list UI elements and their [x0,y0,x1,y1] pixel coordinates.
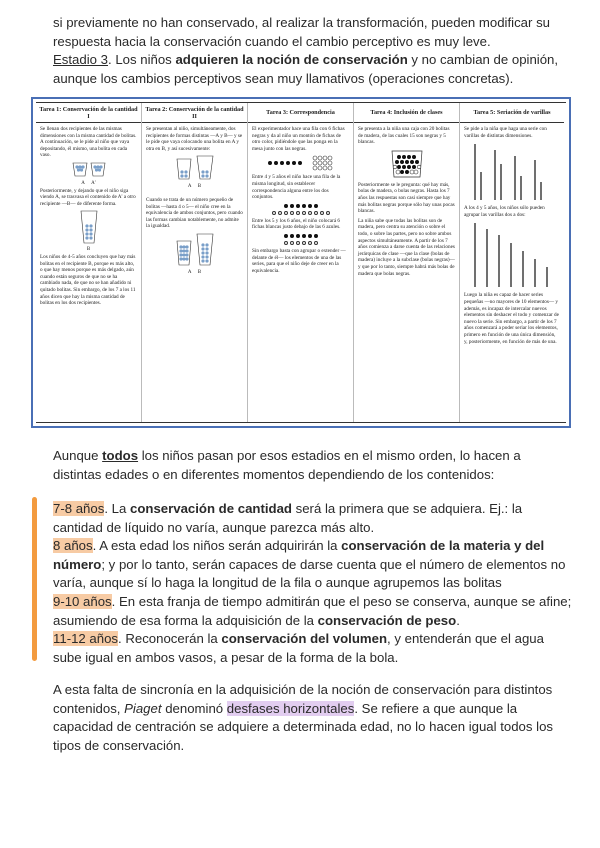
middle-paragraph [53,447,573,484]
tokens-row-white-2 [252,241,349,245]
tall-glass-b-figure [40,210,137,244]
age-bold: conservación de cantidad [130,501,292,516]
label-a-2: A [187,184,192,190]
task-4-result: La niña sabe que todas las bolitas son de madera, pero centra su atención o sobre el todo, o sobre las partes, pero no sobre ambos aspectos simultáneamente. A partir de los 7 años comienza a darse cuenta de las relaciones jerárquicas de clase —que la clase (bolas de madera) incluye a la subclase (bolas negras)— y que por lo tanto, siempre habrá más bolas de madera que bolas negras. [358,217,455,277]
column-task-2 [142,103,248,422]
glasses-a-b-full-figure [146,233,243,267]
age-item-11-12 [53,630,573,667]
top-line-4: aunque los cambios perceptivos sean muy llamativos (operaciones concretas). [53,70,514,86]
label-a: A [81,180,85,186]
glasses-a-b-figure [146,155,243,181]
todos-word: todos [102,448,139,463]
age-text-post: , y entenderán que el agua sube igual en ambos vasos, a pesar de la forma de la bola. [53,631,544,665]
header-task-3: Tarea 3: Correspondencia [248,103,353,123]
highlight-sidebar [32,497,37,661]
column-task-3 [248,103,354,422]
age-bold: conservación de peso [317,612,457,628]
task-5-age-4-5: A los 4 y 5 años, los niños sólo pueden agrupar las varillas dos a dos: [464,205,545,218]
age-text-post: ; y por lo tanto, serán capaces de darse cuenta que el número de elementos no varía, aunque sí lo haga la longitud de la fila o aunque agrupemos las bolitas [53,556,566,591]
age-text: . La [104,501,130,516]
age-text: . A esta edad los niños serán adquirirán la [92,538,342,554]
task-4-desc: Se presenta a la niña una caja con 20 bolitas de madera, de las cuales 15 son negras y 5 blancas. [358,126,450,146]
age-label: 7-8 años [53,501,105,516]
task-5-result: Luego la niña es capaz de hacer series pequeñas —no mayores de 10 elementos— y además, es incapaz de intercalar nuevos elementos sin deshacer el todo y comenzar de nuevo la serie. Sin embargo, a partir de los 7 años comenzará a poder seriar los elementos, primero en función de una única dimensión, y, posteriormente, en función de más de una. [464,292,559,345]
column-task-4 [354,103,460,422]
bottom-text-b: denominó [161,700,227,716]
mid-text-b: los niños pasan por esos estadios en el mismo orden, lo hacen a [138,448,521,463]
age-label: 8 años [53,538,93,554]
task-1-desc: Se llenan dos recipientes de las mismas dimensiones con la misma cantidad de bolitas. A continuación, se le pide al niño que vaya depositando, él mismo, una bolita en cada vaso. [40,126,137,159]
age-item-9-10 [53,593,573,630]
age-bold: conservación del volumen [221,631,388,647]
task-3-age-4-5: Entre 4 y 5 años el niño hace una fila de la misma longitud, sin establecer correspondencia alguna entre los dos conjuntos. [252,174,341,201]
box-of-beads-figure [358,149,455,179]
table-grid [36,102,566,423]
header-task-2: Tarea 2: Conservación de la cantidad II [142,103,247,123]
tokens-row-black [252,204,349,208]
header-task-5: Tarea 5: Seriación de varillas [460,103,564,123]
task-3-desc: El experimentador hace una fila con 6 fichas negras y da al niño un montón de fichas de otro color, pidiéndole que las ponga en la mesa junto con las negras. [252,126,345,152]
stage-text-a: . Los niños [108,52,176,68]
task-2-desc: Se presentan al niño, simultáneamente, dos recipientes de formas distintas —A y B— y se le pide que vaya colocando una bolita en A y otra en B, y así sucesivamente: [146,126,243,152]
column-task-5 [460,103,564,422]
tokens-row-black-2 [252,234,349,238]
task-3-result: Sin embargo basta con agrupar o extender —delante de él— los elementos de una de las series, para que el niño deje de creer en la equivalencia. [252,247,346,274]
label-b-2: B [197,184,202,190]
column-task-1 [36,103,142,422]
rods-figure-1 [464,142,560,202]
task-1-result: Los niños de 4-5 años concluyen que hay más bolitas en el recipiente B, porque es más alto, o que hay menos porque es más delgado, aún cuando están seguros de que no se ha cambiado nada, de que no se han añadido ni quitado bolitas. Sin embargo, de los 7 a los 11 años dicen que hay la misma cantidad de bolitas en los dos recipientes. [40,253,136,307]
stage-3-bold: adquieren la noción de conservación [175,52,408,68]
header-task-4: Tarea 4: Inclusión de clases [354,103,459,123]
age-label: 9-10 años [53,593,112,609]
task-2-result: Cuando se trata de un número pequeño de bolitas —hasta 4 o 5— el niño cree en la equivalencia de ambos conjuntos, pero cuando las formas cambian notablemente, no admite la igualdad. [146,196,243,230]
bottom-text-a: A esta falta de sincronía en la adquisición de la noción de conservación para distintos contenidos, [53,682,553,716]
bottom-text-c: . Se refiere a que aunque la capacidad de centración se adquiere a determinada edad, no lo hacen igual todos los tipos de conservación. [53,700,554,753]
task-5-desc: Se pide a la niña que haga una serie con varillas de distintas dimensiones. [464,126,547,139]
age-item-7-8 [53,500,573,537]
age-label: 11-12 años [53,631,119,647]
stage-3-line [53,51,573,70]
age-text: . Reconocerán la [118,631,222,647]
label-a2: A' [91,180,96,186]
glasses-a-a2-figure [40,162,137,178]
mid-text-c: distintas edades o en diferentes momentos dependiendo de los contenidos: [53,466,495,482]
rods-figure-2 [464,221,560,289]
top-line-1: si previamente no han conservado, al realizar la transformación, pueden modificar su [53,15,550,30]
ages-list [53,500,573,667]
desfases-highlight: desfases horizontales [226,700,355,716]
task-3-age-5-6: Entre los 5 y los 6 años, el niño colocará 6 fichas blancas justo debajo de las 6 azules. [252,217,341,231]
label-b: B [86,247,91,253]
age-text: . En esta franja de tiempo admitirán que el peso se conserva, aunque se afine; asumiendo de esa forma la adquisición de la [53,593,572,628]
piaget-tasks-table [31,97,571,428]
age-bold: conservación de la materia y del número [53,538,545,572]
mid-text-a: Aunque [53,448,103,463]
age-text-post: . [456,612,460,628]
piaget-name: Piaget [124,700,162,716]
bottom-paragraph [53,681,573,755]
task-4-question: Posteriormente se le pregunta: qué hay más, bolas de madera, o bolas negras. Hasta los 7 años las respuestas son casi siempre que hay más bolitas negras porque sólo hay unas pocas blancas. [358,181,455,215]
tokens-figure-1 [252,155,349,171]
stage-text-b: y no cambian de opinión, [407,52,559,68]
task-1-transfer: Posteriormente, y dejando que el niño siga viendo A, se trasvasa el contenido de A' a otro recipiente —B— de diferente forma. [40,187,136,207]
age-text-post: será la primera que se adquiera. Ej.: la cantidad de líquido no varía, aunque parezca más alto. [53,501,523,535]
top-line-2: respuesta hacia la conservación cuando el cambio perceptivo es muy leve. [53,33,491,49]
tokens-row-white [252,211,349,215]
label-a-3: A [187,269,192,275]
top-paragraph [53,14,573,88]
header-task-1: Tarea 1: Conservación de la cantidad I [36,103,141,123]
label-b-3: B [197,269,202,275]
stage-3-label: Estadio 3 [53,52,108,68]
age-item-8 [53,537,573,593]
